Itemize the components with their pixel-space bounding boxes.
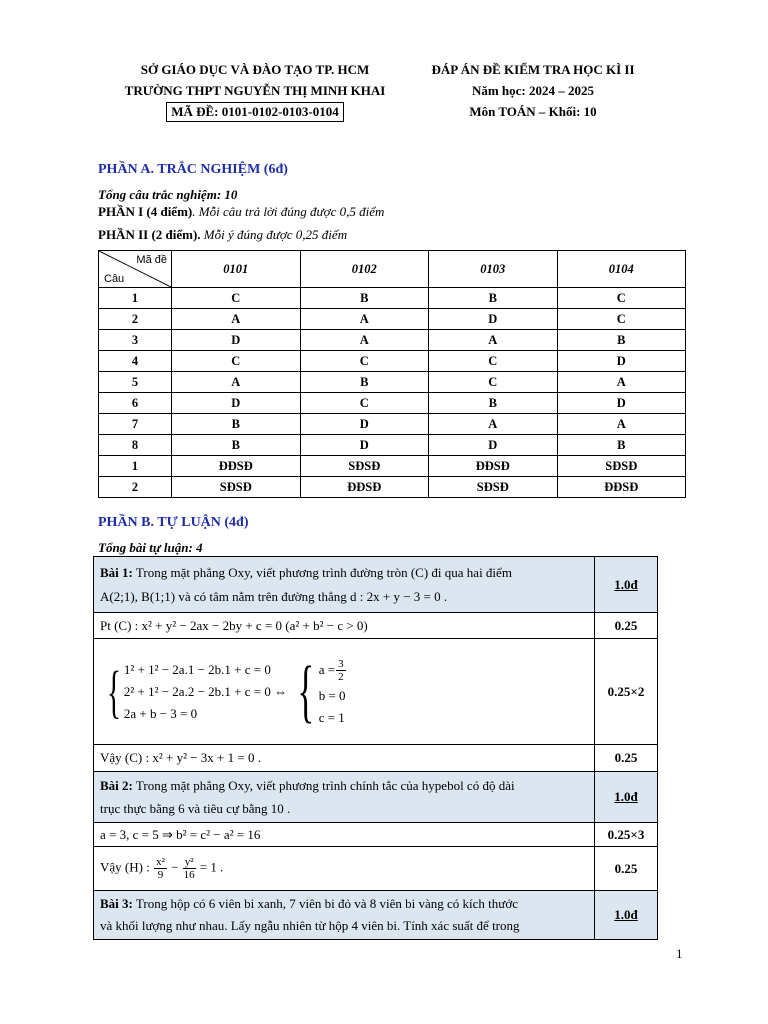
answer-cell: B — [557, 330, 686, 351]
answer-row — [99, 351, 686, 372]
answer-cell: C — [557, 309, 686, 330]
code-header: 0103 — [429, 251, 558, 288]
system-eq-1: 1² + 1² − 2a.1 − 2b.1 + c = 0 — [123, 661, 271, 677]
answer-cell: C — [172, 288, 301, 309]
solution-c: c = 1 — [318, 709, 345, 725]
answer-cell: C — [172, 351, 301, 372]
problem-2-statement — [94, 772, 595, 823]
fraction-numerator: x² — [156, 856, 165, 868]
answer-cell: D — [557, 393, 686, 414]
circle-result: Vậy (C) : x² + y² − 3x + 1 = 0 . — [94, 745, 595, 772]
left-brace: { — [297, 652, 315, 730]
result-prefix: Vậy (H) : — [100, 859, 150, 875]
fraction — [336, 658, 346, 683]
answer-cell: ĐĐSĐ — [429, 456, 558, 477]
problem-3-text-line2: và khối lượng như nhau. Lấy ngẫu nhiên từ hộp 4 viên bi. Tính xác suất để trong — [100, 918, 520, 933]
circle-general-equation: Pt (C) : x² + y² − 2ax − 2by + c = 0 (a² + b² − c > 0) — [94, 613, 595, 639]
answer-cell: B — [300, 372, 429, 393]
answer-cell: D — [300, 414, 429, 435]
question-number: 4 — [99, 351, 172, 372]
answer-cell: C — [300, 393, 429, 414]
question-number: 6 — [99, 393, 172, 414]
step-points: 0.25×3 — [595, 823, 658, 847]
answer-cell: C — [557, 288, 686, 309]
answer-cell: ĐĐSĐ — [300, 477, 429, 498]
answer-cell: B — [172, 414, 301, 435]
answer-row — [99, 414, 686, 435]
corner-question-label: Câu — [104, 273, 125, 285]
school-year: Năm học: 2024 – 2025 — [471, 83, 595, 98]
exam-code-box: MÃ ĐỀ: 0101-0102-0103-0104 — [166, 102, 344, 122]
problem-1-statement — [94, 557, 595, 613]
fraction-numerator: 3 — [338, 658, 344, 671]
answer-cell: D — [172, 330, 301, 351]
solution-row — [94, 745, 658, 772]
answer-cell: A — [300, 330, 429, 351]
answer-cell: SĐSĐ — [300, 456, 429, 477]
answer-cell: C — [429, 351, 558, 372]
answer-key-table — [98, 250, 686, 498]
part1-label: PHẦN I (4 điểm) — [98, 204, 193, 219]
problem-1-points: 1.0đ — [595, 557, 658, 613]
code-header: 0102 — [300, 251, 429, 288]
question-number: 1 — [99, 288, 172, 309]
section-b-total: Tổng bài tự luận: 4 — [98, 540, 203, 555]
answer-cell: SĐSĐ — [172, 477, 301, 498]
problem-1-text-line1: Trong mặt phẳng Oxy, viết phương trình đường tròn (C) đi qua hai điểm — [132, 564, 512, 580]
part2-line — [98, 227, 347, 243]
left-brace: { — [106, 658, 121, 724]
problem-1-text-line2: A(2;1), B(1;1) và có tâm nằm trên đường thẳng d : 2x + y − 3 = 0 . — [100, 588, 448, 604]
answer-cell: A — [557, 372, 686, 393]
solution-row — [94, 847, 658, 891]
question-number: 2 — [99, 309, 172, 330]
department-name: SỞ GIÁO DỤC VÀ ĐÀO TẠO TP. HCM — [140, 62, 370, 77]
fraction — [154, 856, 167, 881]
answer-cell: SĐSĐ — [557, 456, 686, 477]
part1-line — [98, 204, 384, 220]
answer-row — [99, 288, 686, 309]
answer-cell: B — [300, 288, 429, 309]
answer-cell: D — [429, 309, 558, 330]
part2-label: PHẦN II (2 điểm). — [98, 227, 201, 242]
step-points: 0.25 — [595, 847, 658, 891]
fraction-numerator: y² — [184, 856, 194, 868]
problem-2-row — [94, 772, 658, 823]
question-number: 1 — [99, 456, 172, 477]
answer-row — [99, 309, 686, 330]
answer-table-header — [99, 251, 686, 288]
answer-cell: D — [172, 393, 301, 414]
section-b-title: PHẦN B. TỰ LUẬN (4đ) — [98, 515, 249, 530]
header-right — [408, 59, 658, 122]
answer-cell: ĐĐSĐ — [557, 477, 686, 498]
solution-row — [94, 639, 658, 745]
question-number: 3 — [99, 330, 172, 351]
answer-row — [99, 393, 686, 414]
essay-solution-table — [93, 556, 658, 940]
step-points: 0.25 — [595, 613, 658, 639]
problem-2-label: Bài 2: — [100, 778, 133, 793]
answer-cell: B — [429, 393, 558, 414]
question-number: 8 — [99, 435, 172, 456]
fraction — [183, 856, 196, 881]
equation-system — [94, 639, 595, 745]
system-eq-3: 2a + b − 3 = 0 — [123, 705, 198, 721]
problem-2-text-line2: trục thực bằng 6 và tiêu cự bằng 10 . — [100, 801, 291, 816]
corner-cell — [99, 251, 172, 288]
header-left — [96, 59, 414, 122]
fraction-denominator: 2 — [338, 671, 344, 684]
solution-row — [94, 613, 658, 639]
answer-cell: A — [429, 414, 558, 435]
answer-cell: ĐĐSĐ — [172, 456, 301, 477]
code-header: 0101 — [172, 251, 301, 288]
doc-title: ĐÁP ÁN ĐỀ KIỂM TRA HỌC KÌ II — [431, 62, 635, 77]
problem-3-statement — [94, 891, 595, 940]
answer-cell: D — [429, 435, 558, 456]
problem-1-row — [94, 557, 658, 613]
step-points: 0.25 — [595, 745, 658, 772]
answer-cell: A — [300, 309, 429, 330]
problem-2-points: 1.0đ — [595, 772, 658, 823]
solution-row — [94, 823, 658, 847]
result-suffix: = 1 . — [199, 859, 224, 875]
question-number: 5 — [99, 372, 172, 393]
answer-row — [99, 330, 686, 351]
school-name: TRƯỜNG THPT NGUYỄN THỊ MINH KHAI — [124, 83, 386, 98]
answer-cell: A — [429, 330, 558, 351]
answer-cell: B — [172, 435, 301, 456]
solution-b: b = 0 — [318, 687, 346, 703]
answer-row — [99, 435, 686, 456]
hyperbola-params: a = 3, c = 5 ⇒ b² = c² − a² = 16 — [94, 823, 595, 847]
answer-cell: SĐSĐ — [429, 477, 558, 498]
code-header: 0104 — [557, 251, 686, 288]
answer-cell: D — [557, 351, 686, 372]
answer-cell: A — [172, 372, 301, 393]
system-solution — [319, 655, 347, 729]
corner-code-label: Mã đề — [136, 254, 167, 266]
problem-3-label: Bài 3: — [100, 896, 133, 911]
system-equations — [124, 659, 287, 725]
answer-row — [99, 372, 686, 393]
answer-cell: B — [429, 288, 558, 309]
answer-cell: A — [172, 309, 301, 330]
problem-3-text-line1: Trong hộp có 6 viên bi xanh, 7 viên bi đỏ và 8 viên bi vàng có kích thước — [132, 896, 518, 911]
section-a-title: PHẦN A. TRẮC NGHIỆM (6đ) — [98, 162, 288, 177]
minus-sign: − — [171, 859, 179, 875]
section-a-total: Tổng câu trắc nghiệm: 10 — [98, 187, 238, 202]
system-eq-2: 2² + 1² − 2a.2 − 2b.1 + c = 0 ⇔ — [123, 683, 288, 699]
problem-3-row — [94, 891, 658, 940]
question-number: 2 — [99, 477, 172, 498]
question-number: 7 — [99, 414, 172, 435]
fraction-denominator: 9 — [157, 869, 164, 881]
answer-cell: D — [300, 435, 429, 456]
answer-cell: B — [557, 435, 686, 456]
answer-row — [99, 456, 686, 477]
problem-2-text-line1: Trong mặt phẳng Oxy, viết phương trình chính tắc của hypebol có độ dài — [132, 778, 515, 793]
part1-desc: . Mỗi câu trả lời đúng được 0,5 điểm — [192, 204, 385, 219]
step-points: 0.25×2 — [595, 639, 658, 745]
page-number: 1 — [676, 946, 683, 961]
hyperbola-result — [94, 847, 595, 891]
answer-cell: A — [557, 414, 686, 435]
answer-cell: C — [429, 372, 558, 393]
fraction-denominator: 16 — [183, 869, 195, 881]
problem-1-label: Bài 1: — [100, 564, 133, 580]
solution-a-lhs: a = — [318, 661, 336, 677]
answer-row — [99, 477, 686, 498]
subject-grade: Môn TOÁN – Khối: 10 — [469, 104, 597, 119]
problem-3-points: 1.0đ — [595, 891, 658, 940]
answer-cell: C — [300, 351, 429, 372]
part2-desc: Mỗi ý đúng được 0,25 điểm — [200, 227, 348, 242]
